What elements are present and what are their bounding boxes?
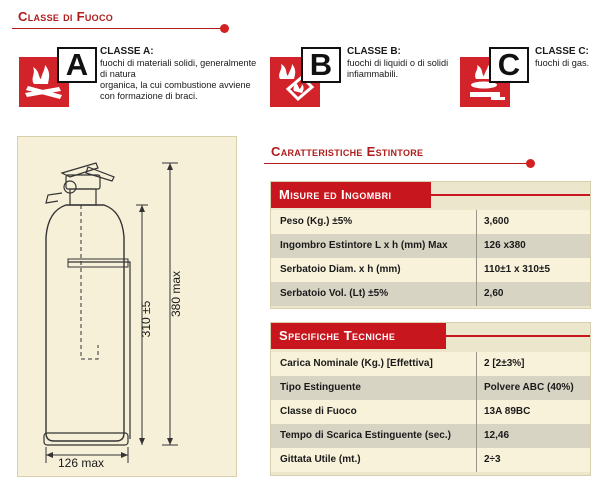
table-row: Ingombro Estintore L x h (mm) Max 126 x380 xyxy=(271,234,590,258)
fire-class-title-dot xyxy=(220,24,229,33)
table-row: Gittata Utile (mt.) 2÷3 xyxy=(271,448,590,472)
characteristics-title: Caratteristiche Estintore xyxy=(271,144,424,159)
table-row: Carica Nominale (Kg.) [Effettiva] 2 [2±3%] xyxy=(271,352,590,376)
table-row: Classe di Fuoco 13A 89BC xyxy=(271,400,590,424)
table-row: Tempo di Scarica Estinguente (sec.) 12,46 xyxy=(271,424,590,448)
specs-header-bar xyxy=(446,335,590,337)
class-a-letter: A xyxy=(57,47,97,83)
class-c-title: CLASSE C: xyxy=(535,46,589,57)
table-row: Serbatoio Vol. (Lt) ±5% 2,60 xyxy=(271,282,590,306)
table-row: Serbatoio Diam. x h (mm) 110±1 x 310±5 xyxy=(271,258,590,282)
measures-header-bar xyxy=(431,194,590,196)
class-b-desc: fuochi di liquidi o di solidi infiammabili. xyxy=(347,58,449,79)
class-a-desc: fuochi di materiali solidi, generalmente di natura organica, la cui combustione avviene con formazione di braci. xyxy=(100,58,257,101)
characteristics-title-underline xyxy=(264,163,530,164)
measures-table-header: Misure ed Ingombri xyxy=(271,182,431,208)
fire-class-section xyxy=(0,0,600,120)
characteristics-title-dot xyxy=(526,159,535,168)
table-row: Tipo Estinguente Polvere ABC (40%) xyxy=(271,376,590,400)
extinguisher-drawing-panel xyxy=(17,136,237,477)
dim-height-max-label: 380 max xyxy=(169,270,183,318)
table-row: Peso (Kg.) ±5% 3,600 xyxy=(271,210,590,234)
measures-table xyxy=(270,181,591,309)
dim-height-tank-label: 310 ±5 xyxy=(139,300,153,338)
extinguisher-drawing xyxy=(18,137,236,476)
fire-class-title-underline xyxy=(12,28,224,29)
class-b-title: CLASSE B: xyxy=(347,46,401,57)
class-c-desc: fuochi di gas. xyxy=(535,58,590,68)
class-a-title: CLASSE A: xyxy=(100,46,154,57)
specs-table xyxy=(270,322,591,476)
specs-table-header: Specifiche Tecniche xyxy=(271,323,446,349)
dim-width-label: 126 max xyxy=(58,456,105,470)
class-c-letter: C xyxy=(489,47,529,83)
fire-class-title: Classe di Fuoco xyxy=(18,9,114,24)
class-b-letter: B xyxy=(301,47,341,83)
